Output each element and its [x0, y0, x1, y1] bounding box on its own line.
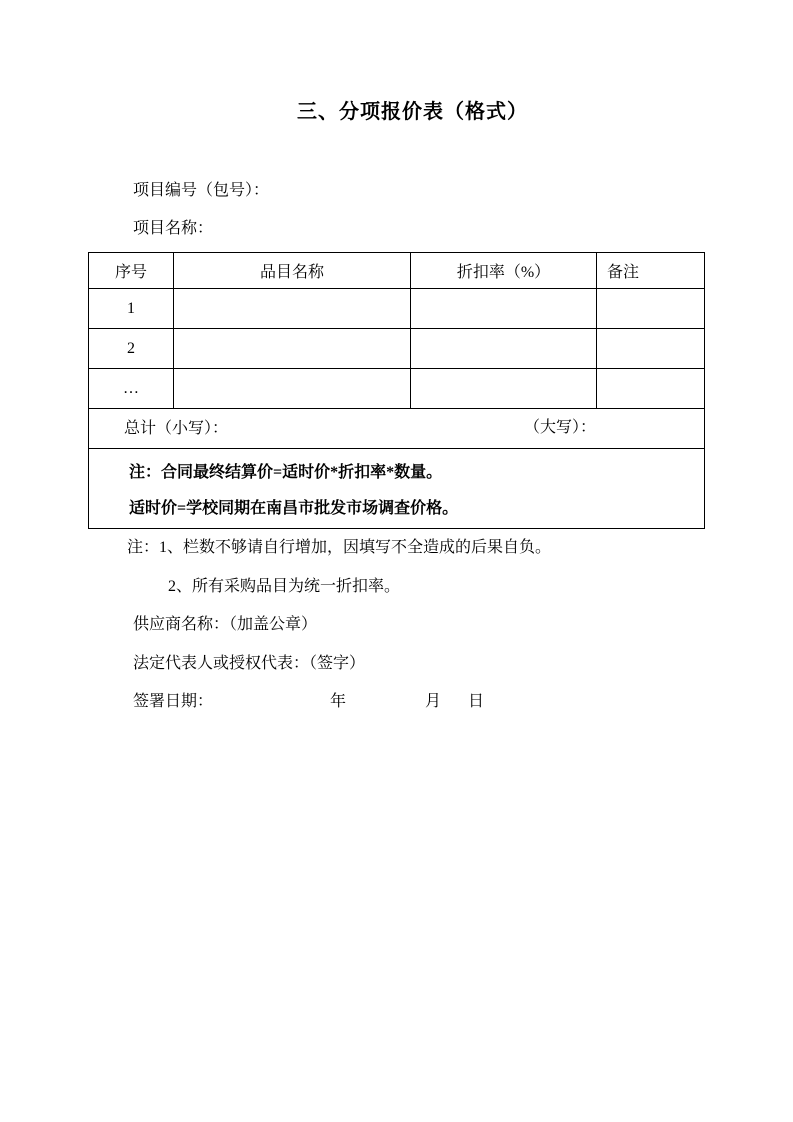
cell-seq: 2: [89, 329, 174, 369]
project-number-label: 项目编号（包号）：: [133, 182, 270, 199]
table-row: [89, 289, 705, 329]
project-name-label: 项目名称：: [133, 220, 214, 237]
table-total-row: [89, 409, 705, 449]
supplier-name-label: 供应商名称：（加盖公章）: [133, 616, 318, 633]
total-uppercase-label: （大写）：: [524, 419, 597, 436]
cell-seq: …: [89, 369, 174, 409]
table-note-market-price: 适时价=学校同期在南昌市批发市场调查价格。: [129, 499, 459, 517]
cell-remark: [597, 369, 705, 409]
table-header-row: [89, 253, 705, 289]
footnote-uniform-discount: 2、所有采购品目为统一折扣率。: [168, 578, 401, 595]
total-cell: [89, 409, 705, 449]
signing-date-line: [133, 692, 533, 712]
cell-seq: 1: [89, 289, 174, 329]
table-row: [89, 369, 705, 409]
table-note-settlement-formula: 注：合同最终结算价=适时价*折扣率*数量。: [129, 463, 443, 481]
date-day-label: 日: [468, 693, 485, 710]
total-lowercase-label: 总计（小写）：: [124, 419, 229, 437]
header-remark: 备注: [597, 253, 705, 289]
cell-item-name: [174, 369, 411, 409]
table-notes-row: [89, 449, 705, 529]
cell-item-name: [174, 329, 411, 369]
signing-date-label: 签署日期：: [133, 693, 214, 710]
cell-discount-rate: [411, 289, 597, 329]
cell-remark: [597, 329, 705, 369]
quotation-table: [88, 252, 705, 529]
table-notes-cell: [89, 449, 705, 529]
date-year-label: 年: [330, 693, 347, 710]
table-row: [89, 329, 705, 369]
footnote-add-rows: 注：1、栏数不够请自行增加，因填写不全造成的后果自负。: [127, 539, 552, 556]
legal-representative-label: 法定代表人或授权代表：（签字）: [133, 655, 366, 672]
cell-remark: [597, 289, 705, 329]
header-item-name: 品目名称: [174, 253, 411, 289]
date-month-label: 月: [425, 693, 442, 710]
cell-item-name: [174, 289, 411, 329]
cell-discount-rate: [411, 329, 597, 369]
header-seq: 序号: [89, 253, 174, 289]
cell-discount-rate: [411, 369, 597, 409]
header-discount-rate: 折扣率（%）: [411, 253, 597, 289]
page-title: 三、分项报价表（格式）: [297, 101, 528, 123]
